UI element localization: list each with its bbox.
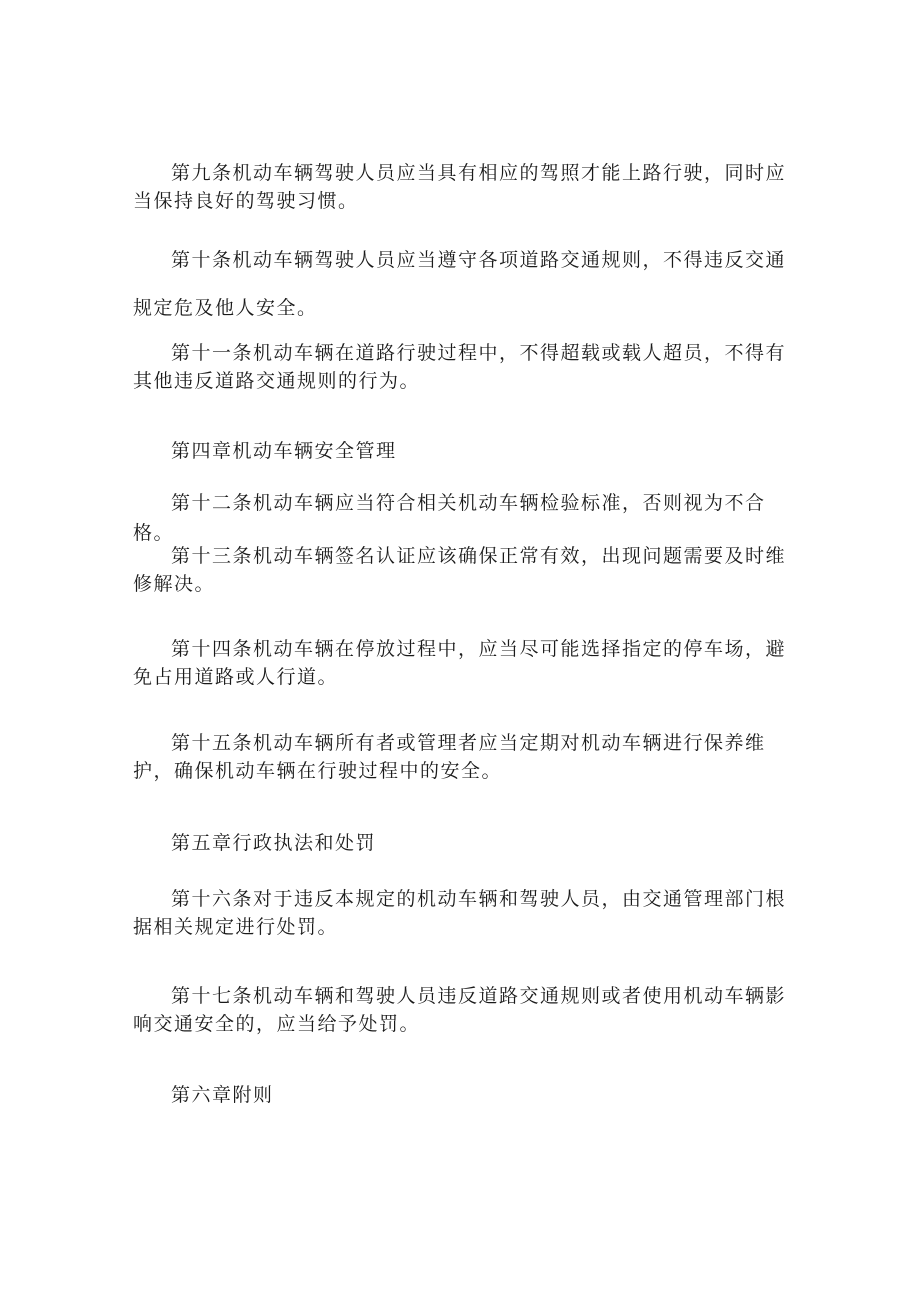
article-12-paragraph: 第十二条机动车辆应当符合相关机动车辆检验标准，否则视为不合格。 bbox=[133, 492, 766, 545]
article-15-paragraph: 第十五条机动车辆所有者或管理者应当定期对机动车辆进行保养维护，确保机动车辆在行驶过程中的安全。 bbox=[133, 732, 766, 782]
chapter-5-heading: 第五章行政执法和处罚 bbox=[171, 832, 377, 854]
article-14-paragraph: 第十四条机动车辆在停放过程中，应当尽可能选择指定的停车场，避免占用道路或人行道。 bbox=[133, 638, 787, 688]
chapter-4-heading: 第四章机动车辆安全管理 bbox=[171, 440, 397, 462]
article-10-paragraph: 第十条机动车辆驾驶人员应当遵守各项道路交通规则，不得违反交通规定危及他人安全。 bbox=[133, 249, 787, 320]
chapter-6-heading: 第六章附则 bbox=[171, 1084, 274, 1106]
article-9-paragraph: 第九条机动车辆驾驶人员应当具有相应的驾照才能上路行驶，同时应当保持良好的驾驶习惯。 bbox=[133, 162, 787, 212]
article-16-paragraph: 第十六条对于违反本规定的机动车辆和驾驶人员，由交通管理部门根据相关规定进行处罚。 bbox=[133, 888, 787, 938]
article-11-paragraph: 第十一条机动车辆在道路行驶过程中，不得超载或载人超员，不得有其他违反道路交通规则的行为。 bbox=[133, 342, 787, 392]
article-17-paragraph: 第十七条机动车辆和驾驶人员违反道路交通规则或者使用机动车辆影响交通安全的，应当给予处罚。 bbox=[133, 985, 787, 1035]
article-13-paragraph: 第十三条机动车辆签名认证应该确保正常有效，出现问题需要及时维修解决。 bbox=[133, 545, 787, 595]
